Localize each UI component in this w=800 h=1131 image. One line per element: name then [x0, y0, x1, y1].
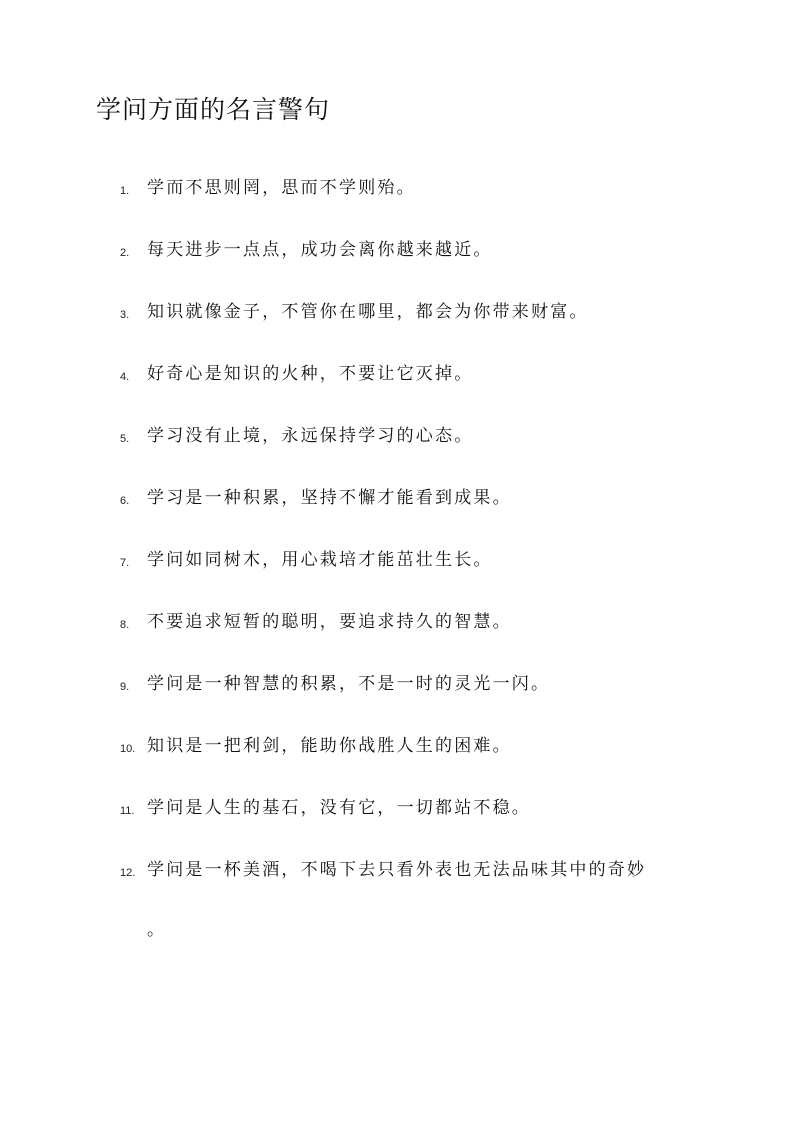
quote-item-2 [0, 234, 800, 270]
quote-item-12 [0, 854, 800, 954]
quote-text: 不要追求短暂的聪明，要追求持久的智慧。 [147, 612, 512, 632]
quote-item-7 [0, 544, 800, 580]
quote-item-6 [0, 482, 800, 518]
quote-item-3 [0, 296, 800, 332]
quote-number: 9. [120, 681, 130, 693]
quote-text-continuation: 。 [147, 920, 166, 940]
quote-number: 1. [120, 185, 130, 197]
quote-number: 2. [120, 247, 130, 259]
quote-item-9 [0, 668, 800, 704]
quote-number: 7. [120, 557, 130, 569]
quote-number: 5. [120, 433, 130, 445]
quote-text: 好奇心是知识的火种，不要让它灭掉。 [147, 364, 474, 384]
quote-text: 学问是人生的基石，没有它，一切都站不稳。 [147, 798, 531, 818]
quote-text: 知识就像金子，不管你在哪里，都会为你带来财富。 [147, 302, 589, 322]
quote-text: 学问是一杯美酒，不喝下去只看外表也无法品味其中的奇妙 [147, 860, 647, 880]
quote-number: 10. [120, 743, 136, 755]
quote-number: 4. [120, 371, 130, 383]
document-title: 学问方面的名言警句 [96, 95, 331, 124]
quote-item-4 [0, 358, 800, 394]
quote-number: 11. [120, 805, 135, 817]
quote-text: 学问是一种智慧的积累，不是一时的灵光一闪。 [147, 674, 551, 694]
quote-text: 学习没有止境，永远保持学习的心态。 [147, 426, 474, 446]
quote-text: 学问如同树木，用心栽培才能茁壮生长。 [147, 550, 493, 570]
quote-item-11 [0, 792, 800, 828]
quote-item-5 [0, 420, 800, 456]
quote-text: 每天进步一点点，成功会离你越来越近。 [147, 240, 493, 260]
quote-text: 学而不思则罔，思而不学则殆。 [147, 178, 416, 198]
quote-number: 3. [120, 309, 130, 321]
quote-item-10 [0, 730, 800, 766]
quote-text: 学习是一种积累，坚持不懈才能看到成果。 [147, 488, 512, 508]
quote-number: 8. [120, 619, 130, 631]
quote-item-1 [0, 172, 800, 208]
quote-text: 知识是一把利剑，能助你战胜人生的困难。 [147, 736, 512, 756]
quote-number: 6. [120, 495, 130, 507]
quote-number: 12. [120, 867, 136, 879]
quote-item-8 [0, 606, 800, 642]
